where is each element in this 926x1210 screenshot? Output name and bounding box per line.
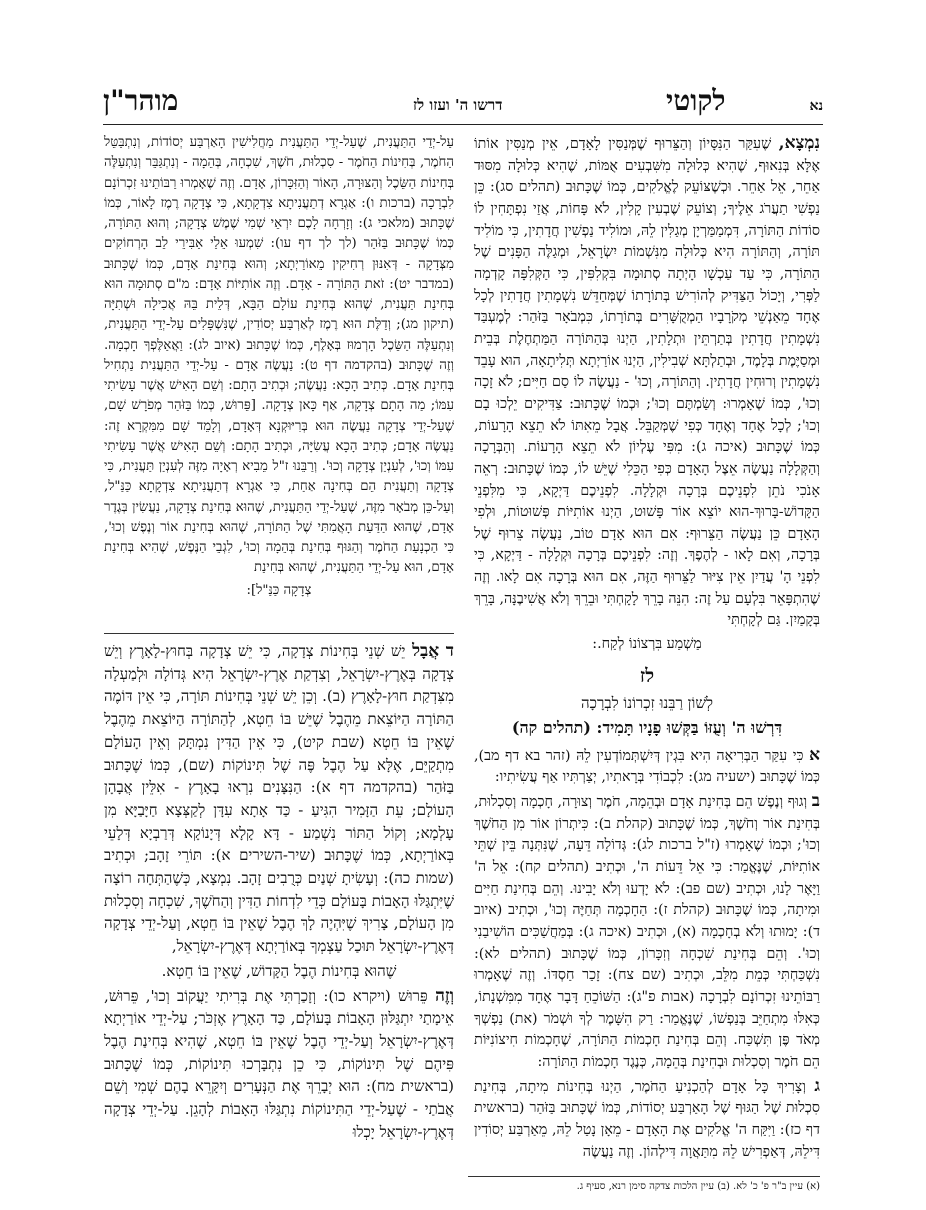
footnote: (א) עיין ב"ר פ' כ' לא. (ב) עיין הלכות צדקה סימן רנא, סעיף ג. [576, 1181, 820, 1192]
paragraph-b [474, 791, 820, 1074]
lead-word: נִמְצָא, [778, 133, 821, 153]
right-column [474, 133, 820, 1165]
paragraph-d-end: שֶׁהוּא בְּחִינוֹת הֶבֶל הַקָּדוֹשׁ, שֶׁאֵין בּוֹ חֵטְא. [161, 961, 397, 980]
paragraph-text: וְצָרִיךְ כָּל אָדָם לְהַכְנִיעַ הַחֹמֶר, הַיְנוּ בְּחִינוֹת מִיתָה, בְּחִינַת סִכְלוּת שֶׁל הַגּוּף שֶׁל הָאַרְבַּע יְסוֹדוֹת, כְּמוֹ שֶׁכָּתוּב בַּזֹּהַר (בראשית דף כז): וַיִּקַּח ה' אֱלֹקִים אֶת הָאָדָם - מֵאָן נָטַל לֵהּ, מֵאַרְבַּע יְסוֹדִין דִּילֵהּ, דְּאַפְרִישׁ לֵהּ מִתַּאֲוָה דִּילְהוֹן. וְזֶה נַעֲשֶׂה [474, 1078, 820, 1160]
paragraph-letter: ב [811, 791, 820, 812]
paragraph-text: שֶׁעִקַּר הַנִּסָּיוֹן וְהַצֵּרוּף שֶׁמְּנַסִּין לָאָדָם, אֵין מְנַסִּין אוֹתוֹ אֶלָּא בְּנִאוּף, שֶׁהִיא כְּלוּלָה מִשִּׁבְעִים אֻמּוֹת, שֶׁהִיא כְּלוּלָה מִסּוּד אַחֵר, אֵל אַחֵר. וּכְשֶׁצּוֹעֵק לֶאֱלֹקִים, כְּמוֹ שֶׁכָּתוּב (תהלים סג): כֵּן נַפְשִׁי תַעֲרֹג אֵלֶיךָ; וְצוֹעֵק שֶׁבְעִין קָלִין, לֹא פָּחוֹת, אֲזַי נִפְתָּחִין לוֹ סוֹדוֹת הַתּוֹרָה, דִּמְמַמַּרְיָן מְגַלִּין לֵהּ, וּמוֹלִיד נַפְשִׁין חֲדָתִין, כִּי מוֹלִיד תּוֹרָה, וְהַתּוֹרָה הִיא כְּלוּלָה מִנִּשְׁמוֹת יִשְׂרָאֵל, וּמְגַלֶּה הַפָּנִים שֶׁל הַתּוֹרָה, כִּי עַד עַכְשָׁו הָיְתָה סְתוּמָה בִּקְלִפִּין, כִּי הַקְּלִפָּה קָדְמָה לַפְּרִי, וְיָכוֹל הַצַּדִּיק לְהוֹרִישׁ בְּתוֹרָתוֹ שֶׁמְּחַדֵּשׁ נִשְׁמָתִין חֲדָתִין לְכָל אֶחָד מֵאַנְשֵׁי מְקֹרָבָיו הַמְקֻשָּׁרִים בְּתוֹרָתוֹ, כִּמְבֹאָר בַּזֹּהַר: לְמֶעְבַּד נִשְׁמָתִין חֲדָתִין בְּתַרְתֵּין וּתְלָתִין, הַיְנוּ בְּהַתּוֹרָה הַמַּתְחֶלֶת בְּבֵית וּמְסַיֶּמֶת בְּלָמֶד, וּבְתַלְתָּא שְׁבִילִין, הַיְנוּ אוֹרַיְתָא תְּלִיתָאָה, הוּא עָבֵד נִשְׁמָתִין וְרוּחִין חֲדָתִין. וְהַתּוֹרָה, וְכוּ' - נַעֲשֶׂה לוֹ סַם חַיִּים; לֹא זָכָה וְכוּ', כְּמוֹ שֶׁאָמְרוּ: וְשַׂמְתֶּם וְכוּ'; וּכְמוֹ שֶׁכָּתוּב: צַדִּיקִים יֵלְכוּ בָם וְכוּ'; לְכָל אֶחָד וְאֶחָד כְּפִי שֶׁמְּקַבֵּל. אֲבָל מֵאִתּוֹ לֹא תֵצֵא הָרָעוֹת, כְּמוֹ שֶׁכָּתוּב (איכה ג): מִפִּי עֶלְיוֹן לֹא תֵצֵא הָרָעוֹת. וְהַבְּרָכָה וְהַקְּלָלָה נַעֲשֶׂה אֵצֶל הָאָדָם כְּפִי הַכֵּלִי שֶׁיֵּשׁ לוֹ, כְּמוֹ שֶׁכָּתוּב: רְאֵה אָנֹכִי נֹתֵן לִפְנֵיכֶם בְּרָכָה וּקְלָלָה. לִפְנֵיכֶם דַּיְקָא, כִּי מִלִּפְנֵי הַקָּדוֹשׁ-בָּרוּךְ-הוּא יוֹצֵא אוֹר פָּשׁוּט, הַיְנוּ אוֹתִיּוֹת פְּשׁוּטוֹת, וּלְפִי הָאָדָם כֵּן נַעֲשֶׂה הַצֵּרוּף: אִם הוּא אָדָם טוֹב, נַעֲשֶׂה צֵרוּף שֶׁל בְּרָכָה, וְאִם לָאו - לְהֶפֶךְ. וְזֶה: לִפְנֵיכֶם בְּרָכָה וּקְלָלָה - דַּיְקָא, כִּי לִפְנֵי הָ' עֲדַיִן אֵין צִיּוּר לַצֵּרוּף הַזֶּה, אִם הוּא בְּרָכָה אִם לָאו. וְזֶה שֶׁהִתְפָּאֵר בִּלְעָם עַל זֶה: הִנֵּה בָרֵךְ לָקָחְתִּי וּבֵרֵךְ וְלֹא אֲשִׁיבֶנָּה, בָּרֵךְ בְּקָמַיִן. גַּם לְקָחְתִּי [474, 136, 820, 629]
left-column [104, 133, 454, 603]
closing-line: מַשְׁמַע בִּרְצוֹנוֹ לְקַח.: [592, 636, 702, 653]
paragraph-top-end: צְדָקָה כַּנַּ"ל]: [246, 582, 312, 598]
running-head: דרשו ה' ועזו לז [413, 96, 503, 114]
section-divider [104, 633, 454, 634]
footnote-rule [468, 1176, 820, 1177]
lead-word: וְזֶה [435, 985, 454, 1006]
lead-word: אֲבָל [412, 641, 440, 661]
paragraph-text: וְגוּף וְנֶפֶשׁ הֵם בְּחִינַת אָדָם וּבְהֵמָה, חֹמֶר וְצוּרָה, חָכְמָה וְסִכְלוּת, בְּחִינַת אוֹר וְחֹשֶׁךְ, כְּמוֹ שֶׁכָּתוּב (קהלת ב): כִּיתְרוֹן אוֹר מִן הַחֹשֶׁךְ וְכוּ'; וּכְמוֹ שֶׁאָמְרוּ (ז"ל ברכות לג): גְּדוֹלָה דֵּעָה, שֶׁנִּתְּנָה בֵּין שְׁתֵּי אוֹתִיּוֹת, שֶׁנֶּאֱמַר: כִּי אֵל דֵּעוֹת ה', וּכְתִיב (תהלים קח): אֵל ה' וַיָּאֶר לָנוּ, וּכְתִיב (שם פב): לֹא יָדְעוּ וְלֹא יָבִינוּ. וְהֵם בְּחִינַת חַיִּים וּמִיתָה, כְּמוֹ שֶׁכָּתוּב (קהלת ז): הַחָכְמָה תְּחַיֶּה וְכוּ', וּכְתִיב (איוב ד): יָמוּתוּ וְלֹא בְחָכְמָה (א), וּכְתִיב (איכה ג): בְּמַחֲשַׁכִּים הוֹשִׁיבַנִי וְכוּ'. וְהֵם בְּחִינַת שִׁכְחָה וְזִכָּרוֹן, כְּמוֹ שֶׁכָּתוּב (תהלים לא): נִשְׁכַּחְתִּי כְּמֵת מִלֵּב, וּכְתִיב (שם צח): זָכַר חַסְדּוֹ. וְזֶה שֶׁאָמְרוּ רַבּוֹתֵינוּ זִכְרוֹנָם לִבְרָכָה (אבות פ"ג): הַשּׁוֹכֵחַ דָּבָר אֶחָד מִמִּשְׁנָתוֹ, כְּאִלּוּ מִתְחַיֵּב בְּנַפְשׁוֹ, שֶׁנֶּאֱמַר: רַק הִשָּׁמֶר לְךָ וּשְׁמֹר (את) נַפְשְׁךָ מְאֹד פֶּן תִּשְׁכַּח. וְהֵם בְּחִינַת חָכְמוֹת הַתּוֹרָה, שֶׁחָכְמוֹת חִיצוֹנִיּוֹת הֵם חֹמֶר וְסִכְלוּת וּבְחִינַת בְּהֵמָה, כְּנֶגֶד חָכְמוֹת הַתּוֹרָה: [474, 794, 820, 1070]
page-number: נא [809, 98, 823, 114]
paragraph-d [104, 640, 454, 958]
paragraph-text: פֵּרוּשׁ (ויקרא כו): וְזָכַרְתִּי אֶת בְּרִיתִי יַעֲקוֹב וְכוּ', פֵּרוּשׁ, אֵימָתַי יִתְגַּלּוּן הָאָבוֹת בָּעוֹלָם, כַּד הָאָרֶץ אֶזְכֹּר; עַל-יְדֵי אוֹרַיְתָא דְּאֶרֶץ-יִשְׂרָאֵל וְעַל-יְדֵי הֶבֶל שֶׁאֵין בּוֹ חֵטְא, שֶׁהִיא בְּחִינַת הֶבֶל פִּיהֶם שֶׁל תִּינוֹקוֹת, כִּי כֵן נִתְבָּרְכוּ תִּינוֹקוֹת, כְּמוֹ שֶׁכָּתוּב (בראשית מח): הוּא יְבָרֵךְ אֶת הַנְּעָרִים וְיִקָּרֵא בָהֶם שְׁמִי וְשֵׁם אֲבֹתַי - שֶׁעַל-יְדֵי הַתִּינוֹקוֹת נִתְגַּלּוּ הָאָבוֹת לְהָגֵן. עַל-יְדֵי צְדָקָה דְּאֶרֶץ-יִשְׂרָאֵל יָכְלוּ [104, 986, 454, 1141]
paragraph-c [474, 1076, 820, 1164]
book-title-right: לקוטי [666, 84, 726, 117]
paragraph-letter: ג [814, 1075, 820, 1096]
paragraph-letter: א [809, 744, 820, 765]
section-subtitle: לְשׁוֹן רַבֵּנוּ זִכְרוֹנוֹ לִבְרָכָה [581, 694, 713, 713]
paragraph-letter: ד [445, 641, 454, 661]
section-verse: דִּרְשׁוּ ה' וְעֻזּוֹ בַּקְּשׁוּ פָנָיו תָּמִיד: (תהלים קה) [511, 718, 783, 738]
paragraph-top [104, 133, 454, 579]
paragraph-a [474, 745, 820, 789]
paragraph-text: יֵשׁ שְׁנֵי בְּחִינוֹת צְדָקָה, כִּי יֵשׁ צְדָקָה בְּחוּץ-לָאָרֶץ וְיֵשׁ צְדָקָה בְּאֶרֶץ-יִשְׂרָאֵל, וְצִדְקַת אֶרֶץ-יִשְׂרָאֵל הִיא גְּדוֹלָה וּלְמַעְלָה מִצִּדְקַת חוּץ-לָאָרֶץ (ב). וְכֵן יֵשׁ שְׁנֵי בְּחִינוֹת תּוֹרָה, כִּי אֵין דּוֹמֶה הַתּוֹרָה הַיּוֹצֵאת מֵהֶבֶל שֶׁיֵּשׁ בּוֹ חֵטְא, לְהַתּוֹרָה הַיּוֹצֵאת מֵהֶבֶל שֶׁאֵין בּוֹ חֵטְא (שבת קיט), כִּי אֵין הַדִּין נִמְתָּק וְאֵין הָעוֹלָם מִתְקַיֵּם, אֶלָּא עַל הֶבֶל פֶּה שֶׁל תִּינוֹקוֹת (שם), כְּמוֹ שֶׁכָּתוּב בַּזֹּהַר (בהקדמה דף א): הַנִּצָּנִים נִרְאוּ בָאָרֶץ - אִלֵּין אֲבָהָן הָעוֹלָם; עֵת הַזָּמִיר הִגִּיעַ - כַּד אָתָא עִדָּן לְקַצְּצָא חַיָּבַיָּא מִן עָלְמָא; וְקוֹל הַתּוֹר נִשְׁמַע - דָּא קָלָא דְּיָנוֹקָא דְּרַבְיָא דְּלָעֵי בְּאוֹרַיְתָא, כְּמוֹ שֶׁכָּתוּב (שיר-השירים א): תּוֹרֵי זָהָב; וּכְתִיב (שמות כה): וְעָשִׂיתָ שְׁנַיִם כְּרֻבִים זָהָב. נִמְצָא, כְּשֶׁהַתְּחָה רוֹצָה שֶׁיִּתְגַּלּוּ הָאָבוֹת בָּעוֹלָם כְּדֵי לִדְחוֹת הַדִּין וְהַחֹשֶׁךְ, שִׁכְחָה וְסִכְלוּת מִן הָעוֹלָם, צָרִיךְ שֶׁיִּהְיֶה לָךְ הֶבֶל שֶׁאֵין בּוֹ חֵטְא, וְעַל-יְדֵי צְדָקָה דְּאֶרֶץ-יִשְׂרָאֵל תּוּכַל עַצְמְךָ בְּאוֹרַיְתָא דְּאֶרֶץ-יִשְׂרָאֵל, [104, 642, 454, 956]
left-column-lower [104, 640, 454, 1145]
paragraph-text: כִּי עִקַּר הַבְּרִיאָה הִיא בִּגְין דְּיִשְׁתְּמוֹדְעִין לֵהּ (זהר בא דף מב), כְּמוֹ שֶׁכָּתוּב (ישעיה מג): לִכְבוֹדִי בְּרָאתִיו, יְצַרְתִּיו אַף עֲשִׂיתִיו: [474, 747, 820, 786]
book-title-left: מוהר"ן [103, 84, 179, 117]
paragraph-text: עַל-יְדֵי הַתַּעֲנִית, שֶׁעַל-יְדֵי הַתַּעֲנִית מַחֲלִישִׁין הָאַרְבַּע יְסוֹדוֹת, וְנִתְבַּטֵּל הַחֹמֶר, בְּחִינוֹת הַחֹמֶר - סִכְלוּת, חֹשֶׁךְ, שִׁכְחָה, בְּהֵמָה - וְנִתְגַּבֵּר וְנִתְעַלֶּה בְּחִינוֹת הַשֵּׂכֶל וְהַצּוּרָה, הָאוֹר וְהַזִּכָּרוֹן, אָדָם. וְזֶה שֶׁאָמְרוּ רַבּוֹתֵינוּ זִכְרוֹנָם לִבְרָכָה (ברכות ו): אַגְרָא דְתַעֲנִיתָא צִדְקָתָא, כִּי צְדָקָה רֶמֶז לָאוֹר, כְּמוֹ שֶׁכָּתוּב (מלאכי ג): וְזָרְחָה לָכֶם יִרְאֵי שְׁמִי שֶׁמֶשׁ צְדָקָה; וְהוּא הַתּוֹרָה, כְּמוֹ שֶׁכָּתוּב בַּזֹּהַר (לך לך דף עו): שִׁמְעוּ אֵלַי אַבִּירֵי לֵב הָרְחוֹקִים מִצְּדָקָה - דְּאִנּוּן רְחִיקִין מֵאוֹרַיְתָא; וְהוּא בְּחִינַת אָדָם, כְּמוֹ שֶׁכָּתוּב (במדבר יט): זֹאת הַתּוֹרָה - אָדָם. וְזֶה אוֹתִיּוֹת אָדָם: מ"ם סְתוּמָה הוּא בְּחִינַת תַּעֲנִית, שֶׁהוּא בְּחִינַת עוֹלָם הַבָּא, דְּלֵית בֵּהּ אֲכִילָה וּשְׁתִיָּה (תיקון מג); וְדַלֶּת הוּא רֶמֶז לְאַרְבַּע יְסוֹדִין, שֶׁנִּשְׁפָּלִים עַל-יְדֵי הַתַּעֲנִית, וְנִתְעַלֶּה הַשֵּׂכֶל הָרְמוּז בְּאָלֶף, כְּמוֹ שֶׁכָּתוּב (איוב לג): וַאֲאַלֶּפְךָ חָכְמָה. וְזֶה שֶׁכָּתוּב (בהקדמה דף ט): נַעֲשֶׂה אָדָם - עַל-יְדֵי הַתַּעֲנִית נַתְחִיל בְּחִינַת אָדָם. כְּתִיב הָכָא: נַעֲשֶׂה; וּכְתִיב הָתָם: וְשֵׁם הָאִישׁ אֲשֶׁר עָשִׂיתִי עִמּוֹ; מַה הָתָם צְדָקָה, אַף כָּאן צְדָקָה. [פֵּרוּשׁ, כְּמוֹ בַּזֹּהַר מְפֹרָשׁ שָׁם, שֶׁעַל-יְדֵי צְדָקָה נַעֲשֶׂה הוּא בְּרִיּוּקְנָא דְּאָדָם, וְלָמֵד שָׁם מִמִּקְרָא זֶה: נַעֲשֶׂה אָדָם; כְּתִיב הָכָא עֲשִׂיָּה, וּכְתִיב הָתָם: וְשֵׁם הָאִישׁ אֲשֶׁר עָשִׂיתִי עִמּוֹ וְכוּ', לְעִנְיַן צְדָקָה וְכוּ'. וְרַבֵּנוּ ז"ל מֵבִיא רְאָיָה מִזֶּה לְעִנְיַן תַּעֲנִית, כִּי צְדָקָה וְתַעֲנִית הֵם בְּחִינָה אַחַת, כִּי אַגְרָא דְתַעֲנִיתָא צִדְקָתָא כַּנַּ"ל, וְעַל-כֵּן מְבֹאָר מִזֶּה, שֶׁעַל-יְדֵי הַתַּעֲנִית, שֶׁהוּא בְּחִינַת צְדָקָה, נַעֲשִׂין בְּגֶדֶר אָדָם, שֶׁהוּא הַדַּעַת הָאֲמִתִּי שֶׁל הַתּוֹרָה, שֶׁהוּא בְּחִינַת אוֹר וְנֶפֶשׁ וְכוּ', כִּי הַכְנָעַת הַחֹמֶר וְהַגּוּף בְּחִינַת בְּהֵמָה וְכוּ', לִגְבֵי הַנֶּפֶשׁ, שֶׁהִיא בְּחִינַת אָדָם, הוּא עַל-יְדֵי הַתַּעֲנִית, שֶׁהוּא בְּחִינַת [104, 135, 454, 576]
page-header [103, 82, 823, 125]
section-heading: לז [639, 664, 655, 687]
paragraph-continuation [474, 133, 820, 632]
paragraph-e [104, 985, 454, 1144]
